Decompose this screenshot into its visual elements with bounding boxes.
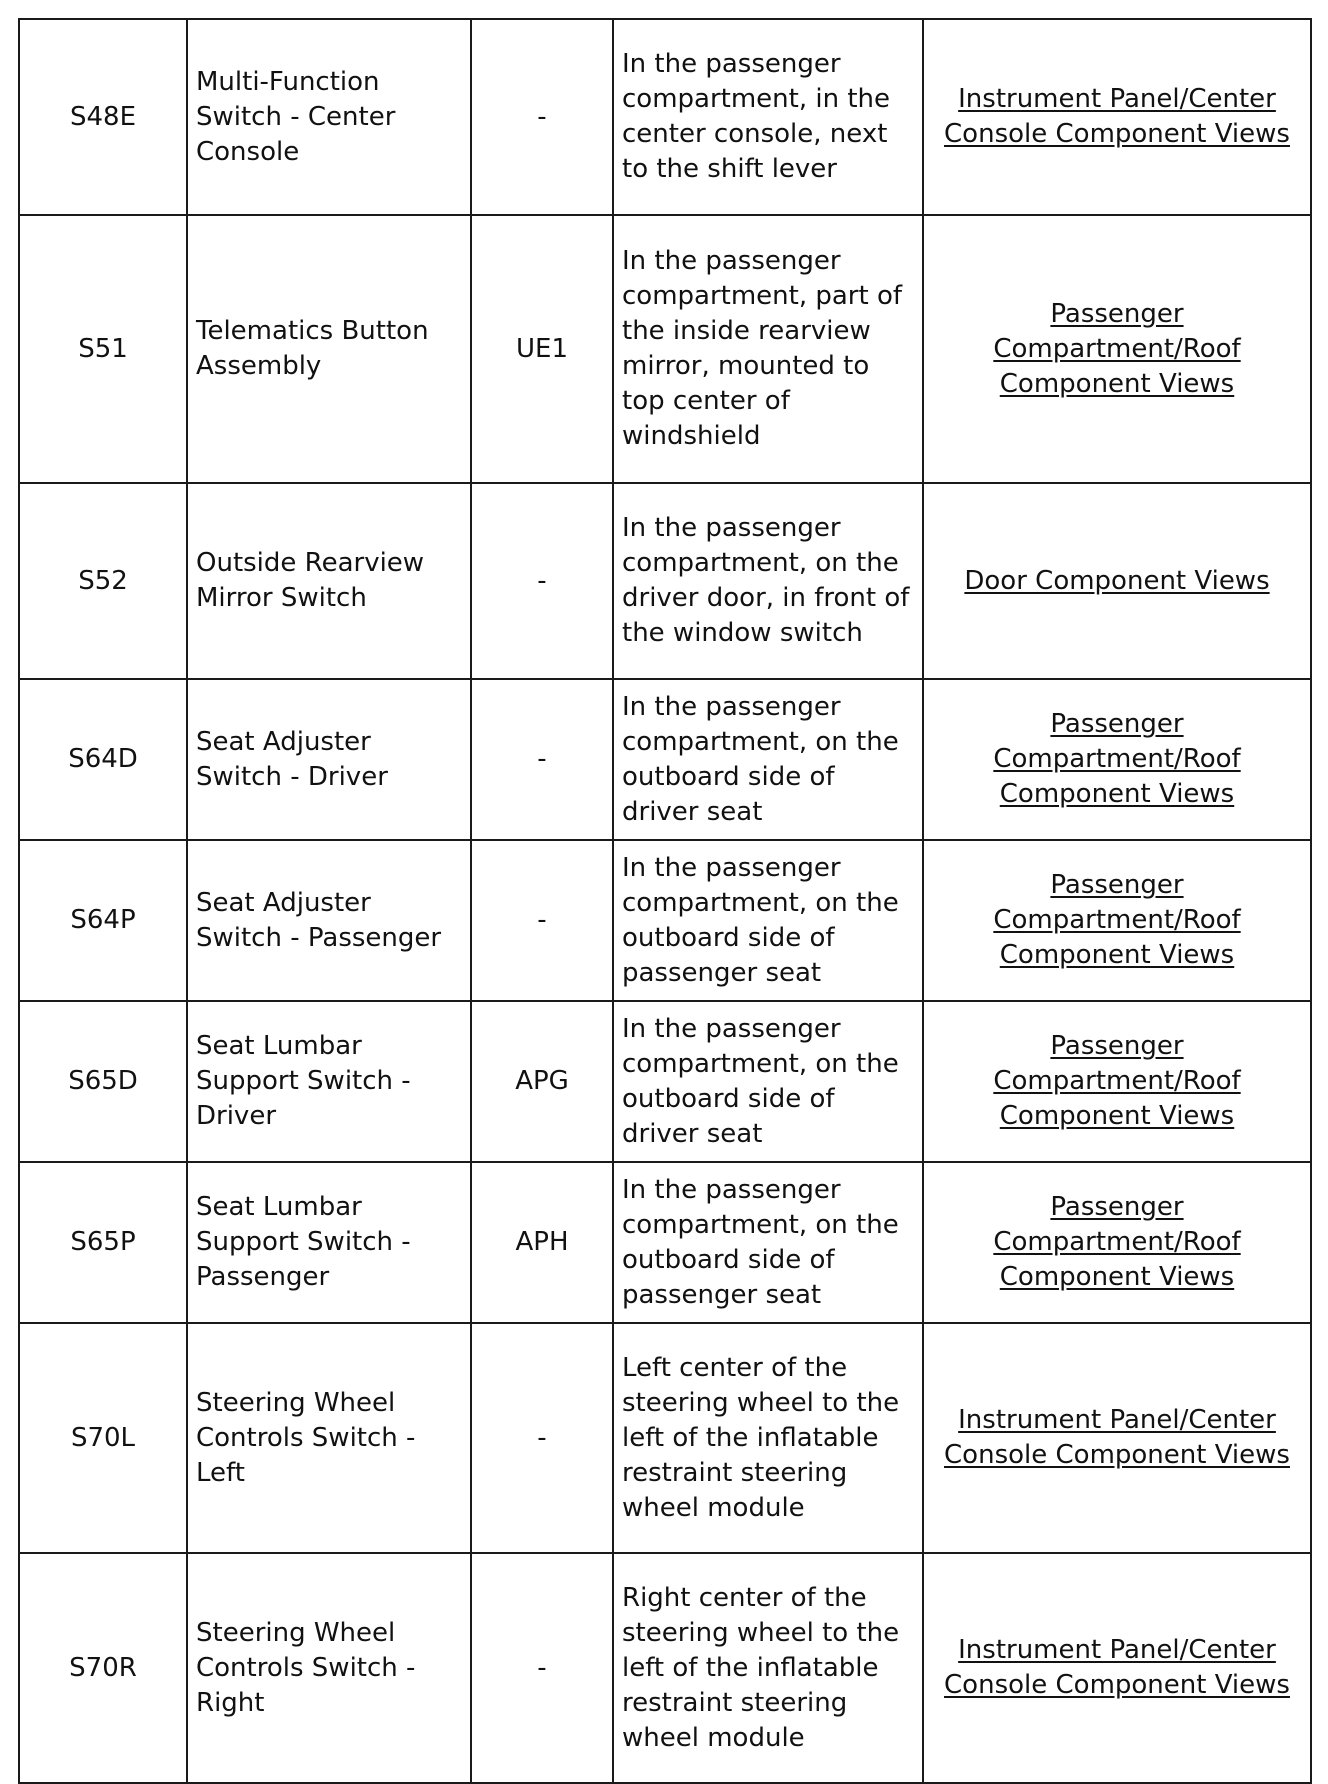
component-id: S51 — [19, 215, 187, 483]
component-location: In the passenger compartment, on the outboard side of driver seat — [613, 1001, 923, 1162]
component-location: In the passenger compartment, on the outboard side of driver seat — [613, 679, 923, 840]
component-name: Steering Wheel Controls Switch - Left — [187, 1323, 471, 1553]
component-views-link[interactable]: Passenger Compartment/Roof Component Views — [993, 870, 1241, 970]
table-row — [19, 483, 1311, 679]
table-row — [19, 1001, 1311, 1162]
component-location: In the passenger compartment, on the outboard side of passenger seat — [613, 840, 923, 1001]
views-cell — [923, 679, 1311, 840]
component-name: Seat Adjuster Switch - Driver — [187, 679, 471, 840]
component-name: Telematics Button Assembly — [187, 215, 471, 483]
option-code: APG — [471, 1001, 613, 1162]
component-location: In the passenger compartment, in the center console, next to the shift lever — [613, 19, 923, 215]
table-row — [19, 679, 1311, 840]
table-row — [19, 840, 1311, 1001]
component-name: Seat Adjuster Switch - Passenger — [187, 840, 471, 1001]
views-cell — [923, 483, 1311, 679]
option-code: - — [471, 19, 613, 215]
component-id: S70L — [19, 1323, 187, 1553]
views-cell — [923, 840, 1311, 1001]
component-id: S70R — [19, 1553, 187, 1783]
component-name: Outside Rearview Mirror Switch — [187, 483, 471, 679]
views-cell — [923, 1553, 1311, 1783]
views-cell — [923, 1323, 1311, 1553]
component-id: S65D — [19, 1001, 187, 1162]
component-name: Multi-Function Switch - Center Console — [187, 19, 471, 215]
component-views-link[interactable]: Instrument Panel/Center Console Component Views — [944, 1635, 1290, 1700]
component-location: Left center of the steering wheel to the left of the inflatable restraint steering wheel module — [613, 1323, 923, 1553]
option-code: - — [471, 1323, 613, 1553]
views-cell — [923, 1162, 1311, 1323]
component-locator-table — [18, 18, 1312, 1784]
component-location: In the passenger compartment, on the outboard side of passenger seat — [613, 1162, 923, 1323]
component-views-link[interactable]: Passenger Compartment/Roof Component Views — [993, 1031, 1241, 1131]
table-row — [19, 1162, 1311, 1323]
table-row — [19, 1323, 1311, 1553]
component-views-link[interactable]: Door Component Views — [964, 565, 1270, 596]
component-id: S64P — [19, 840, 187, 1001]
component-name: Seat Lumbar Support Switch - Driver — [187, 1001, 471, 1162]
component-views-link[interactable]: Passenger Compartment/Roof Component Views — [993, 1192, 1241, 1292]
component-id: S52 — [19, 483, 187, 679]
table-row — [19, 1553, 1311, 1783]
views-cell — [923, 19, 1311, 215]
component-location: In the passenger compartment, on the driver door, in front of the window switch — [613, 483, 923, 679]
component-views-link[interactable]: Instrument Panel/Center Console Component Views — [944, 84, 1290, 149]
component-views-link[interactable]: Passenger Compartment/Roof Component Views — [993, 709, 1241, 809]
option-code: - — [471, 1553, 613, 1783]
views-cell — [923, 215, 1311, 483]
component-location: In the passenger compartment, part of the inside rearview mirror, mounted to top center of windshield — [613, 215, 923, 483]
table-row — [19, 19, 1311, 215]
component-name: Steering Wheel Controls Switch - Right — [187, 1553, 471, 1783]
option-code: - — [471, 679, 613, 840]
component-views-link[interactable]: Instrument Panel/Center Console Component Views — [944, 1405, 1290, 1470]
component-id: S65P — [19, 1162, 187, 1323]
table-row — [19, 215, 1311, 483]
option-code: UE1 — [471, 215, 613, 483]
option-code: - — [471, 840, 613, 1001]
option-code: - — [471, 483, 613, 679]
component-views-link[interactable]: Passenger Compartment/Roof Component Views — [993, 298, 1241, 399]
component-name: Seat Lumbar Support Switch - Passenger — [187, 1162, 471, 1323]
option-code: APH — [471, 1162, 613, 1323]
views-cell — [923, 1001, 1311, 1162]
component-id: S64D — [19, 679, 187, 840]
component-id: S48E — [19, 19, 187, 215]
component-location: Right center of the steering wheel to the left of the inflatable restraint steering wheel module — [613, 1553, 923, 1783]
